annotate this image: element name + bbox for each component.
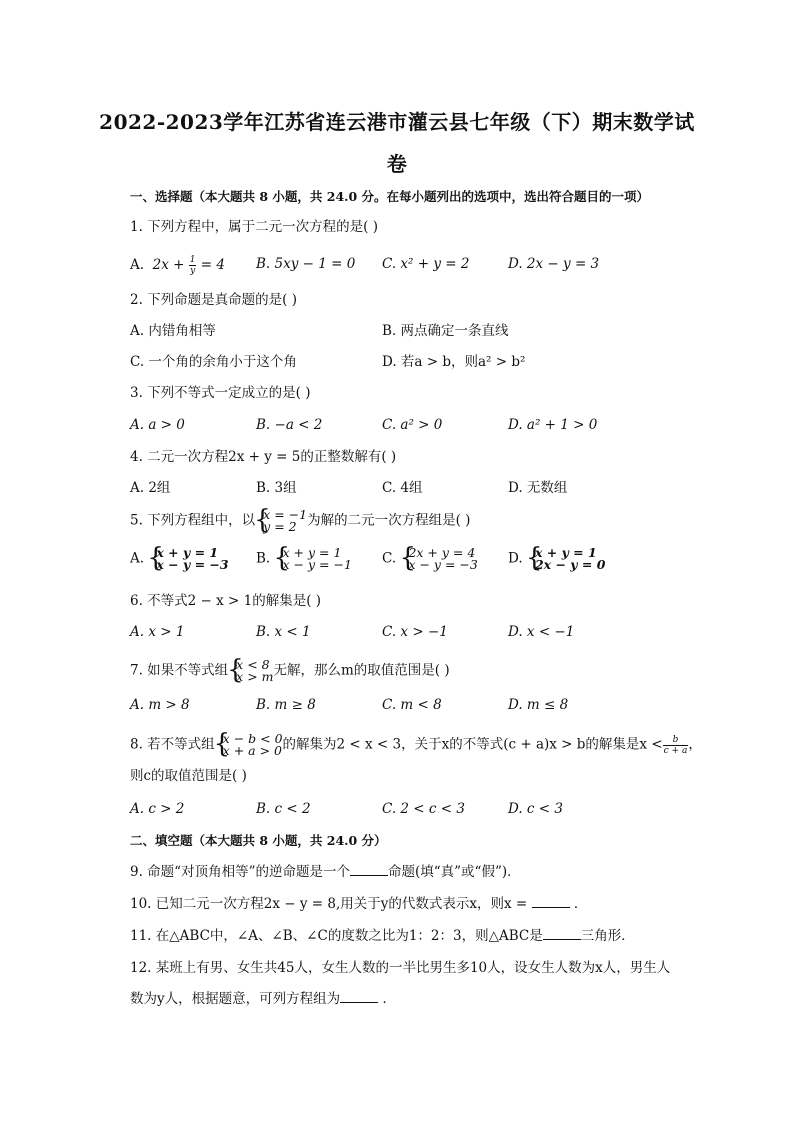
question-12-line1: 12. 某班上有男、女生共45人，女生人数的一半比男生多10人，设女生人数为x人，男生人 (130, 960, 671, 976)
q1-fraction-numerator: 1 (189, 255, 196, 265)
question-3-stem: 3. 下列不等式一定成立的是( ) (130, 385, 311, 401)
q7-option-d: D. m ≤ 8 (508, 697, 569, 713)
q7-stem-pre: 7. 如果不等式组 (130, 662, 229, 679)
q5-option-b-label: B. (256, 550, 271, 567)
q8-eq1: { x − b < 0 (222, 731, 283, 746)
q5-option-b (256, 547, 352, 571)
q11-answer-blank[interactable] (543, 927, 581, 940)
question-10 (130, 895, 587, 913)
q8-option-c: C. 2 < c < 3 (382, 801, 465, 817)
q12-text-post: ． (382, 991, 396, 1007)
question-8-stem (130, 733, 702, 757)
question-4-stem: 4. 二元一次方程2x + y = 5的正整数解有( ) (130, 449, 397, 465)
q4-option-d: D. 无数组 (508, 480, 568, 496)
q5-a-eq1: { x + y = 1 (156, 545, 219, 560)
q5-option-b-system (275, 547, 352, 571)
q7-option-c: C. m < 8 (382, 697, 442, 713)
q5-option-a (130, 547, 229, 571)
q9-text-pre: 9. 命题“对顶角相等”的逆命题是一个 (130, 864, 350, 880)
q6-option-c: C. x > −1 (382, 624, 448, 640)
q8-stem-pre: 8. 若不等式组 (130, 736, 215, 753)
q9-answer-blank[interactable] (350, 863, 388, 876)
question-2-stem: 2. 下列命题是真命题的是( ) (130, 292, 297, 308)
q1-option-a-post: = 4 (196, 257, 225, 273)
q5-option-c-label: C. (382, 550, 397, 567)
q2-option-a: A. 内错角相等 (130, 323, 216, 339)
q12-text-pre: 数为y人，根据题意，可列方程组为 (130, 991, 341, 1007)
q1-option-a (130, 255, 225, 276)
q8-fraction (663, 735, 689, 756)
q7-eq2: x > m (236, 669, 274, 684)
q7-stem-system (228, 659, 273, 683)
q8-fraction-numerator: b (663, 735, 689, 746)
q5-stem-eq1: { x = −1 (263, 507, 308, 522)
q1-fraction-denominator: y (190, 266, 196, 276)
q6-option-d: D. x < −1 (508, 624, 575, 640)
q7-eq1: { x < 8 (236, 657, 270, 672)
section-header-fill-in: 二、填空题（本大题共 8 小题，共 24.0 分） (130, 833, 387, 848)
question-8-stem-line2: 则c的取值范围是( ) (130, 768, 247, 784)
page-title: 2022-2023学年江苏省连云港市灌云县七年级（下）期末数学试 (99, 110, 695, 134)
q5-a-eq2: x − y = −3 (156, 557, 229, 572)
q5-option-d (508, 547, 605, 571)
q5-option-c (382, 547, 478, 571)
q5-stem-eq2: y = 2 (263, 519, 297, 534)
q7-option-b: B. m ≥ 8 (256, 697, 316, 713)
question-12-line2 (130, 990, 396, 1008)
q8-option-b: B. c < 2 (256, 801, 311, 817)
question-7-stem (130, 659, 450, 683)
q5-option-a-system (148, 547, 228, 571)
q5-stem-system (255, 509, 307, 533)
q3-option-c: C. a² > 0 (382, 417, 443, 433)
q5-c-eq1: { 2x + y = 4 (408, 545, 476, 560)
q11-text-pre: 11. 在△ABC中，∠A、∠B、∠C的度数之比为1：2：3，则△ABC是 (130, 928, 543, 944)
q3-option-d: D. a² + 1 > 0 (508, 417, 598, 433)
q4-option-b: B. 3组 (256, 480, 297, 496)
q5-option-a-label: A. (130, 550, 145, 567)
q2-option-d: D. 若a > b，则a² > b² (382, 354, 526, 370)
q9-text-post: 命题(填“真”或“假”)． (387, 864, 521, 880)
question-11 (130, 927, 635, 945)
q5-b-eq1: { x + y = 1 (282, 545, 342, 560)
q10-text-pre: 10. 已知二元一次方程2x − y = 8,用关于y的代数式表示x，则x = (130, 896, 528, 912)
question-9 (130, 863, 521, 881)
q7-stem-post: 无解，那么m的取值范围是( ) (273, 662, 450, 679)
q4-option-c: C. 4组 (382, 480, 423, 496)
q6-option-a: A. x > 1 (130, 624, 185, 640)
q11-text-post: 三角形． (580, 928, 635, 944)
q3-option-b: B. −a < 2 (256, 417, 323, 433)
q5-option-c-system (400, 547, 477, 571)
q5-c-eq2: x − y = −3 (408, 557, 478, 572)
q1-option-b: B. 5xy − 1 = 0 (256, 256, 356, 272)
q10-text-post: ． (573, 896, 588, 912)
q8-stem-end: ， (688, 736, 702, 753)
q1-option-a-label: A. (130, 257, 145, 273)
question-1-stem: 1. 下列方程中，属于二元一次方程的是( ) (130, 219, 378, 235)
q8-eq2: x + a > 0 (222, 743, 282, 758)
q5-option-d-system (527, 547, 605, 571)
q1-option-a-pre: 2x + (152, 257, 189, 273)
q7-option-a: A. m > 8 (130, 697, 190, 713)
q2-option-c: C. 一个角的余角小于这个角 (130, 354, 297, 370)
q1-option-c: C. x² + y = 2 (382, 256, 470, 272)
q8-option-d: D. c < 3 (508, 801, 563, 817)
q5-stem-post: 为解的二元一次方程组是( ) (307, 512, 471, 529)
q6-option-b: B. x < 1 (256, 624, 311, 640)
q3-option-a: A. a > 0 (130, 417, 185, 433)
section-header-choice: 一、选择题（本大题共 8 小题，共 24.0 分。在每小题列出的选项中，选出符合题目的一项） (130, 189, 650, 204)
q8-stem-system (215, 733, 283, 757)
q5-b-eq2: x − y = −1 (282, 557, 352, 572)
q5-d-eq1: { x + y = 1 (534, 545, 597, 560)
question-5-stem (130, 509, 470, 533)
q8-option-a: A. c > 2 (130, 801, 185, 817)
q8-fraction-denominator: c + a (663, 745, 688, 756)
q10-answer-blank[interactable] (532, 895, 570, 908)
q4-option-a: A. 2组 (130, 480, 171, 496)
question-6-stem: 6. 不等式2 − x > 1的解集是( ) (130, 593, 322, 609)
q1-option-d: D. 2x − y = 3 (508, 256, 600, 272)
page-title-continuation: 卷 (386, 152, 408, 176)
q2-option-b: B. 两点确定一条直线 (382, 323, 509, 339)
q12-answer-blank[interactable] (340, 990, 378, 1003)
q5-stem-pre: 5. 下列方程组中，以 (130, 512, 256, 529)
q5-option-d-label: D. (508, 550, 523, 567)
q8-stem-mid: 的解集为2 < x < 3，关于x的不等式(c + a)x > b的解集是x < (282, 736, 663, 753)
q5-d-eq2: 2x − y = 0 (534, 557, 606, 572)
